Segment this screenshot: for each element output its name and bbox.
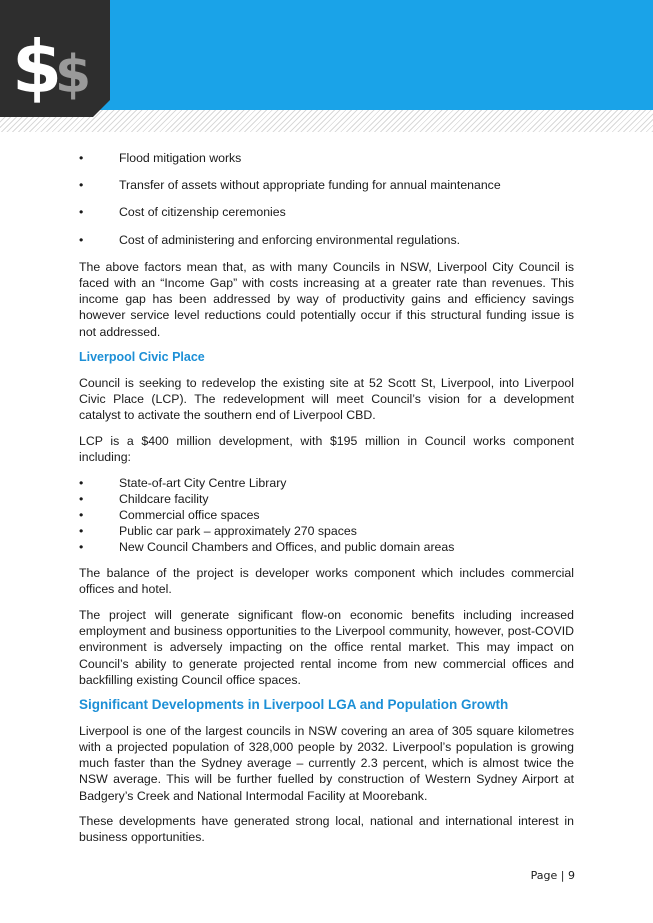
bullet-list-factors bbox=[79, 150, 574, 248]
bullet-icon: • bbox=[79, 475, 84, 490]
bullet-icon: • bbox=[79, 178, 84, 193]
bullet-icon: • bbox=[79, 491, 84, 506]
section-heading-civic-place: Liverpool Civic Place bbox=[79, 350, 205, 365]
list-item: • Public car park – approximately 270 spaces bbox=[79, 524, 357, 539]
dollar-signs-icon bbox=[0, 0, 110, 117]
page-content bbox=[79, 150, 574, 855]
section-heading-developments: Significant Developments in Liverpool LGA and Population Growth bbox=[79, 697, 509, 713]
paragraph-economic-benefits: The project will generate significant flow-on economic benefits including increased employment and business opportunities to the Liverpool community, however, post-COVID environment is adversely impacting on the office rental market. This may impact on Council’s ability to generate projected rental income from new commercial offices and backfilling existing Council office spaces. bbox=[79, 607, 574, 687]
paragraph-interest: These developments have generated strong local, national and international interest in business opportunities. bbox=[79, 814, 574, 845]
svg-text:$: $ bbox=[12, 25, 63, 109]
page-number: Page | 9 bbox=[530, 869, 575, 882]
bullet-icon: • bbox=[79, 151, 84, 165]
list-item: • Cost of citizenship ceremonies bbox=[79, 205, 286, 220]
list-item: • New Council Chambers and Offices, and public domain areas bbox=[79, 540, 455, 555]
bullet-icon: • bbox=[79, 507, 84, 522]
list-item: • State-of-art City Centre Library bbox=[79, 475, 287, 490]
list-item: • Cost of administering and enforcing environmental regulations. bbox=[79, 232, 461, 247]
bullet-icon: • bbox=[79, 205, 84, 220]
bullet-icon: • bbox=[79, 524, 84, 539]
paragraph-population: Liverpool is one of the largest councils in NSW covering an area of 305 square kilometres with a projected population of 328,000 people by 2032. Liverpool’s population is growing much faster than the Sydney average – currently 2.3 percent, which is almost twice the NSW average. This will be further fuelled by construction of Western Sydney Airport at Badgery’s Creek and National Intermodal Facility at Moorebank. bbox=[79, 723, 574, 803]
paragraph-developer-works: The balance of the project is developer works component which includes commercial offices and hotel. bbox=[79, 566, 574, 597]
list-item: • Flood mitigation works bbox=[79, 151, 242, 165]
svg-text:$: $ bbox=[55, 45, 92, 105]
paragraph-lcp-cost: LCP is a $400 million development, with $195 million in Council works component including: bbox=[79, 433, 574, 464]
bullet-icon: • bbox=[79, 540, 84, 555]
bullet-list-works bbox=[79, 475, 574, 556]
paragraph-redevelopment: Council is seeking to redevelop the existing site at 52 Scott St, Liverpool, into Liverpool Civic Place (LCP). The redevelopment will meet Council’s vision for a development catalyst to activate the southern end of Liverpool CBD. bbox=[79, 375, 574, 422]
list-item: • Childcare facility bbox=[79, 491, 209, 506]
paragraph-income-gap: The above factors mean that, as with many Councils in NSW, Liverpool City Council is faced with an “Income Gap” with costs increasing at a greater rate than revenues. This income gap has been addressed by way of productivity gains and efficiency savings however service level reductions could potentially occur if this structural funding issue is not addressed. bbox=[79, 259, 574, 339]
list-item: • Transfer of assets without appropriate funding for annual maintenance bbox=[79, 178, 501, 193]
bullet-icon: • bbox=[79, 232, 84, 247]
list-item: • Commercial office spaces bbox=[79, 507, 260, 522]
